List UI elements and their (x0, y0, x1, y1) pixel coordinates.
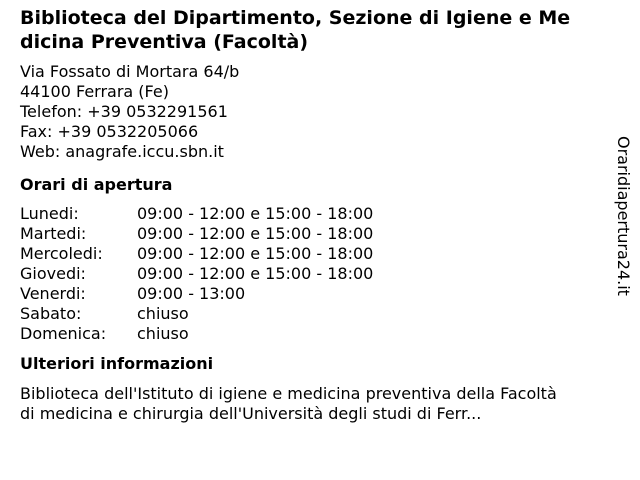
library-title: Biblioteca del Dipartimento, Sezione di Igiene e Medicina Preventiva (Facoltà) (20, 7, 571, 53)
more-info-heading: Ulteriori informazioni (20, 354, 214, 373)
opening-hours-heading: Orari di apertura (20, 175, 173, 194)
day-label: Mercoledi: (20, 244, 103, 263)
day-hours: chiuso (137, 304, 189, 323)
hours-row-monday (20, 204, 580, 224)
library-description: Biblioteca dell'Istituto di igiene e medicina preventiva della Facoltà di medicina e chirurgia dell'Università degli studi di Ferr... (20, 384, 557, 423)
day-label: Lunedi: (20, 204, 79, 223)
library-info (20, 6, 580, 424)
hours-row-thursday (20, 264, 580, 284)
day-hours: 09:00 - 12:00 e 15:00 - 18:00 (137, 204, 374, 223)
day-hours: chiuso (137, 324, 189, 343)
hours-row-sunday (20, 324, 580, 344)
site-watermark: Oraridiapertura24.it (614, 136, 633, 296)
phone-number: Telefon: +39 0532291561 (20, 102, 228, 121)
fax-number: Fax: +39 0532205066 (20, 122, 199, 141)
day-label: Martedi: (20, 224, 87, 243)
contact-block (20, 62, 580, 162)
day-hours: 09:00 - 12:00 e 15:00 - 18:00 (137, 264, 374, 283)
hours-row-saturday (20, 304, 580, 324)
day-label: Sabato: (20, 304, 82, 323)
day-label: Domenica: (20, 324, 107, 343)
hours-row-friday (20, 284, 580, 304)
hours-row-tuesday (20, 224, 580, 244)
website: Web: anagrafe.iccu.sbn.it (20, 142, 224, 161)
day-hours: 09:00 - 13:00 (137, 284, 246, 303)
address-street: Via Fossato di Mortara 64/b (20, 62, 240, 81)
hours-row-wednesday (20, 244, 580, 264)
day-hours: 09:00 - 12:00 e 15:00 - 18:00 (137, 244, 374, 263)
day-hours: 09:00 - 12:00 e 15:00 - 18:00 (137, 224, 374, 243)
opening-hours-table (20, 204, 580, 344)
day-label: Giovedi: (20, 264, 86, 283)
day-label: Venerdi: (20, 284, 86, 303)
address-city: 44100 Ferrara (Fe) (20, 82, 169, 101)
